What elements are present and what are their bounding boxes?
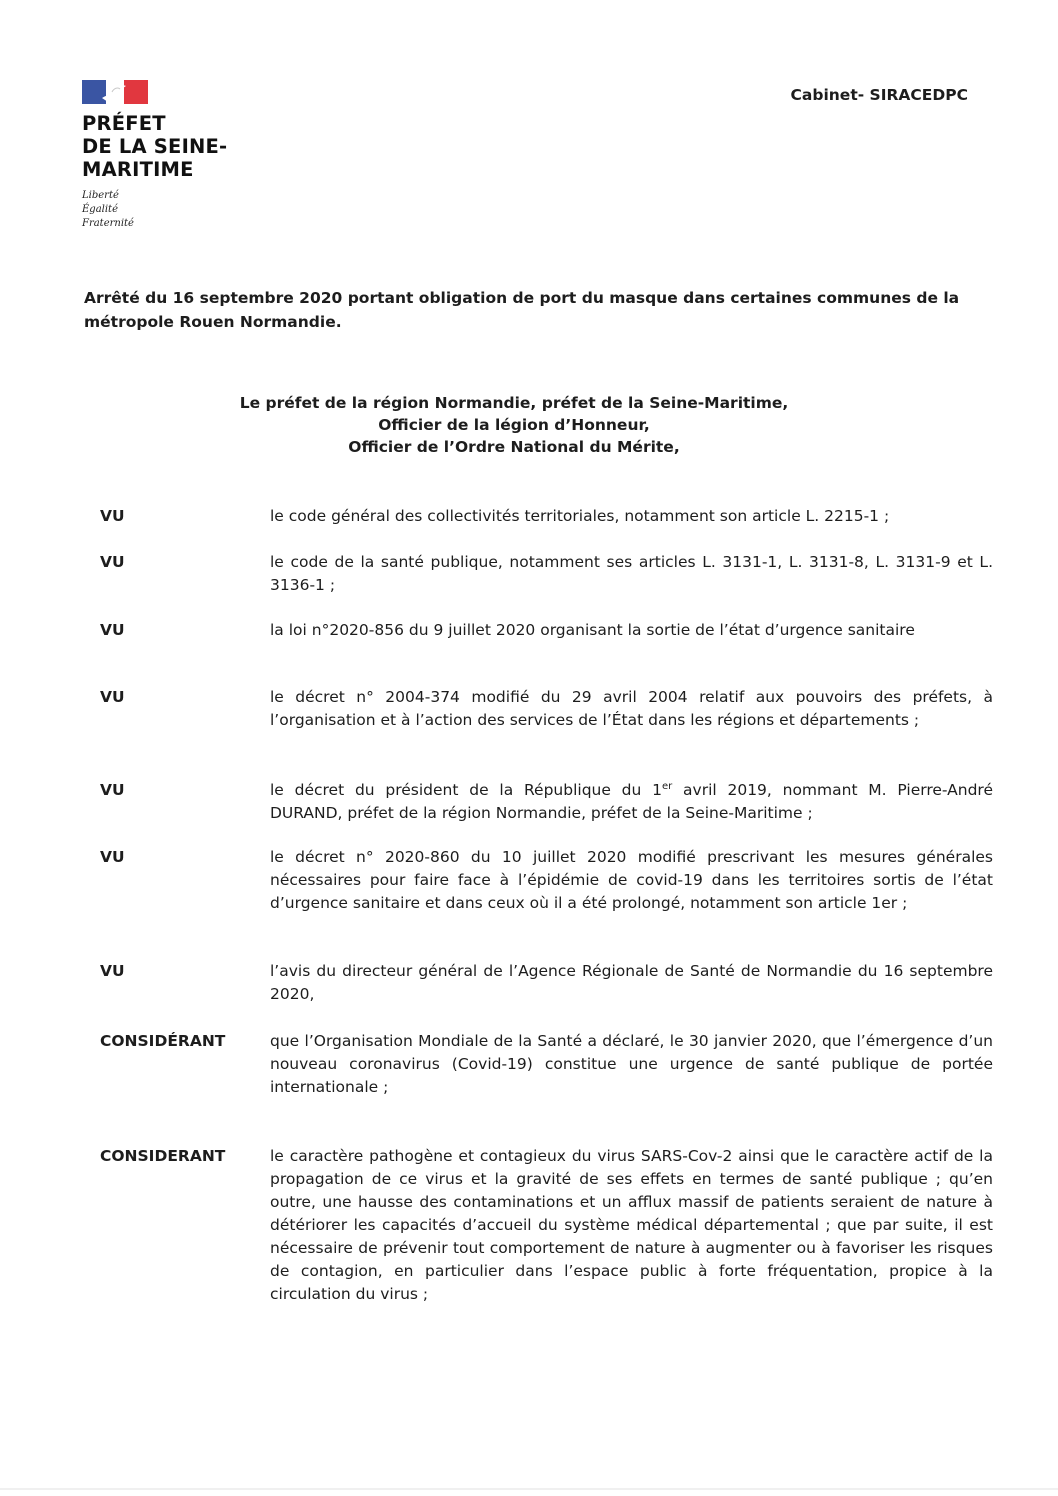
clause-label: CONSIDERANT <box>100 1147 226 1165</box>
clause-label: VU <box>100 507 125 525</box>
clause-text: le caractère pathogène et contagieux du virus SARS-Cov-2 ainsi que le caractère actif de la propagation de ce virus et la gravité de ses effets en termes de santé publique ; qu’en outre, une hausse des contaminations et un afflux massif de patients seraient de nature à détériorer les capacités d’accueil du système médical départemental ; que par suite, il est nécessaire de prévenir tout comportement de nature à augmenter ou à favoriser les risques de contagion, en particulier dans l’espace public à forte fréquentation, propice à la circulation du virus ; <box>270 1147 993 1303</box>
clause-text-part: avril 2019, nommant M. Pierre-André DURAND, préfet de la région Normandie, préfet de la Seine-Maritime ; <box>270 781 993 822</box>
clause-text: le code général des collectivités territoriales, notamment son article L. 2215-1 ; <box>270 507 890 525</box>
clause-label: VU <box>100 688 125 706</box>
visa-clause <box>100 686 993 732</box>
intro-line: Officier de l’Ordre National du Mérite, <box>348 438 680 456</box>
intro-line: Officier de la légion d’Honneur, <box>378 416 650 434</box>
clause-text: la loi n°2020-856 du 9 juillet 2020 organisant la sortie de l’état d’urgence sanitaire <box>270 621 915 639</box>
clause-text: l’avis du directeur général de l’Agence Régionale de Santé de Normandie du 16 septembre 2020, <box>270 962 993 1003</box>
clause-label: VU <box>100 848 125 866</box>
clause-text: le code de la santé publique, notamment ses articles L. 3131-1, L. 3131-8, L. 3131-9 et L. 3136-1 ; <box>270 553 993 594</box>
prefet-line: PRÉFET <box>82 112 166 135</box>
visa-clause <box>100 551 993 597</box>
clause-text: le décret n° 2020-860 du 10 juillet 2020 modifié prescrivant les mesures générales nécessaires pour faire face à l’épidémie de covid-19 dans les territoires sortis de l’état d’urgence sanitaire et dans ceux où il a été prolongé, notamment son article 1er ; <box>270 848 993 912</box>
clause-text: le décret n° 2004-374 modifié du 29 avril 2004 relatif aux pouvoirs des préfets, à l’organisation et à l’action des services de l’État dans les régions et départements ; <box>270 688 993 729</box>
visa-clause <box>100 846 993 915</box>
clause-label: CONSIDÉRANT <box>100 1032 226 1050</box>
visa-clause <box>100 779 993 825</box>
motto-line: Égalité <box>82 204 118 215</box>
clause-text <box>270 779 993 825</box>
marianne-flag-icon <box>82 80 148 104</box>
prefet-title <box>82 112 302 181</box>
cabinet-reference: Cabinet- SIRACEDPC <box>790 86 968 104</box>
republic-motto <box>82 189 302 231</box>
clause-label: VU <box>100 781 125 799</box>
motto-line: Liberté <box>82 190 119 201</box>
visa-clause <box>100 505 993 528</box>
motto-line: Fraternité <box>82 218 134 229</box>
clause-text: que l’Organisation Mondiale de la Santé a déclaré, le 30 janvier 2020, que l’émergence d’un nouveau coronavirus (Covid-19) constitue une urgence de santé publique de portée internationale ; <box>270 1032 993 1096</box>
arrete-title: Arrêté du 16 septembre 2020 portant obligation de port du masque dans certaines communes de la métropole Rouen Normandie. <box>84 289 960 331</box>
clause-label: VU <box>100 553 125 571</box>
prefet-intro <box>150 392 878 458</box>
prefet-line: DE LA SEINE- <box>82 135 228 158</box>
clause-text-part: le décret du président de la République du 1 <box>270 781 662 799</box>
ordinal-superscript: er <box>661 780 673 792</box>
considerant-clause <box>100 1030 993 1099</box>
visa-clause <box>100 619 993 642</box>
page-bottom-edge <box>0 1488 1058 1490</box>
visa-clause <box>100 960 993 1006</box>
clause-label: VU <box>100 621 125 639</box>
considerant-clause <box>100 1145 993 1306</box>
prefecture-logo-block <box>82 80 302 231</box>
prefet-line: MARITIME <box>82 158 194 181</box>
clause-label: VU <box>100 962 125 980</box>
intro-line: Le préfet de la région Normandie, préfet de la Seine-Maritime, <box>239 394 789 412</box>
